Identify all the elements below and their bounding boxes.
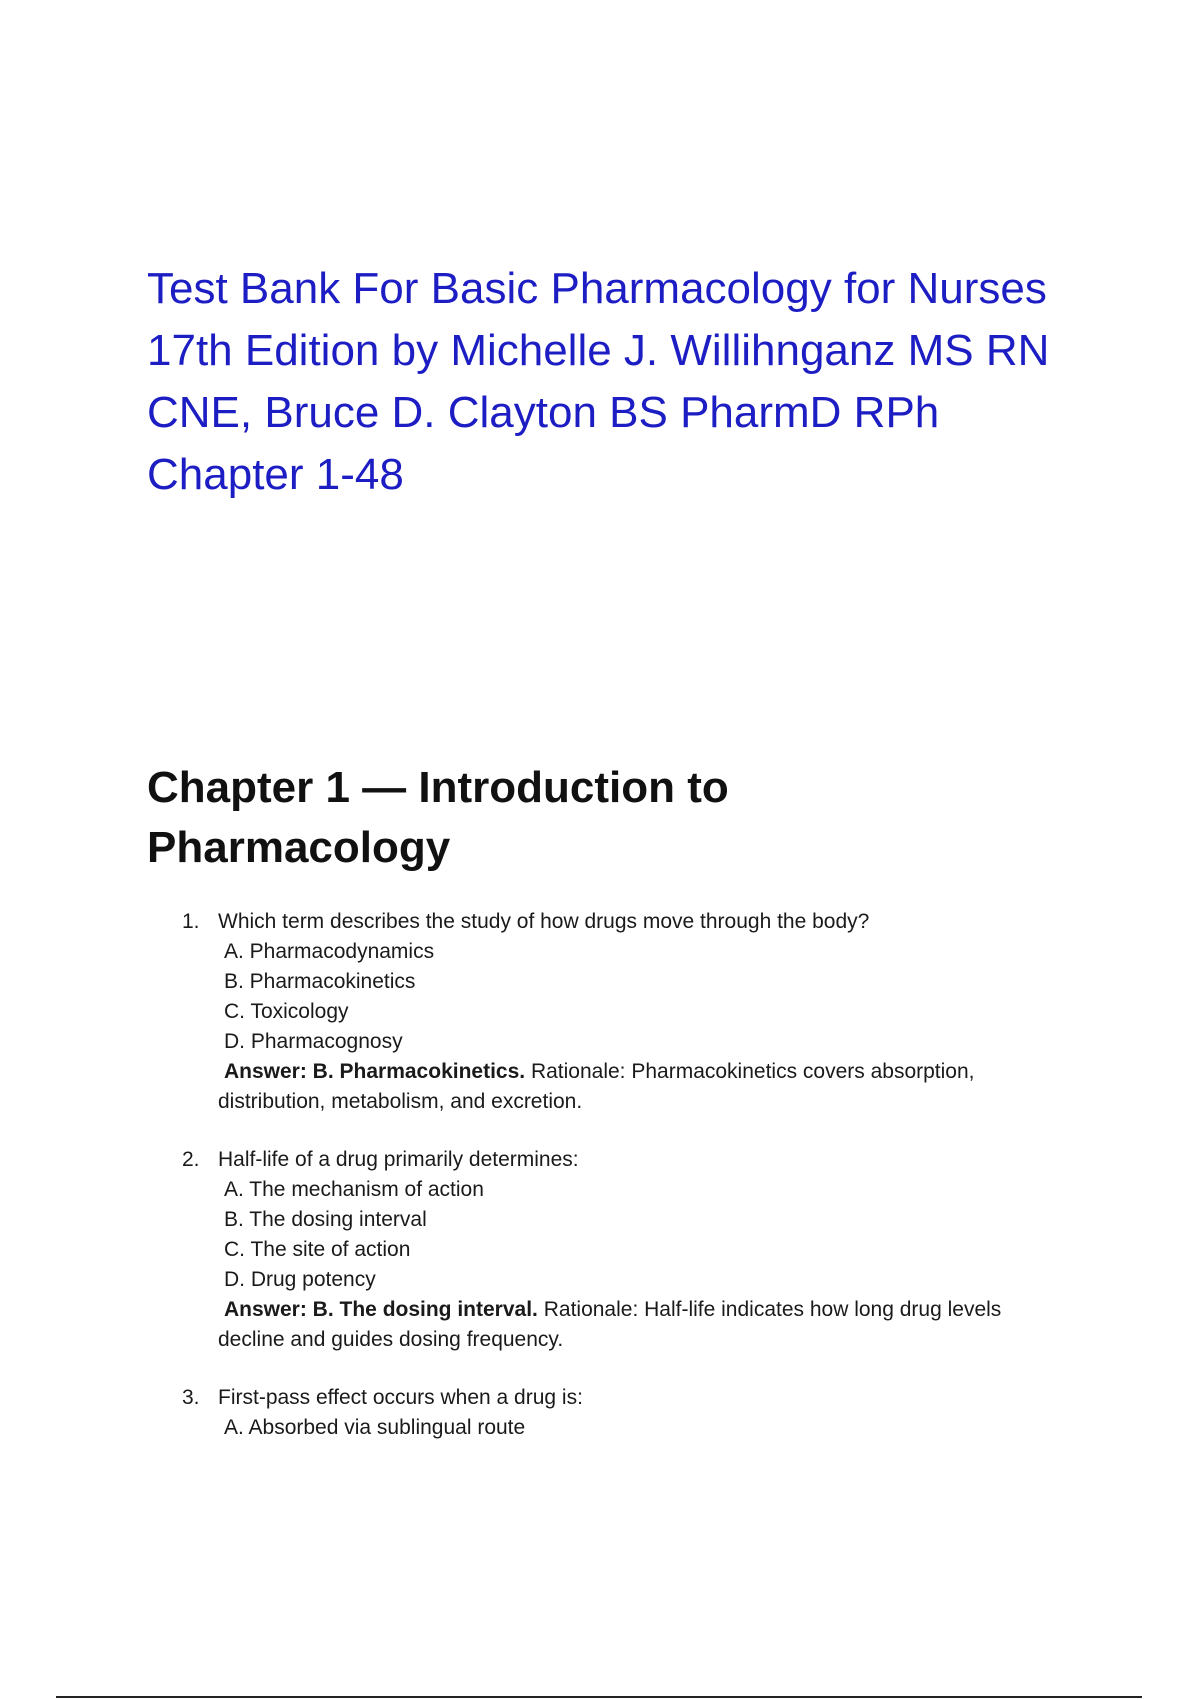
question-number: 2. (182, 1148, 200, 1171)
option-c: C. Toxicology (224, 1000, 349, 1023)
option-b: B. Pharmacokinetics (224, 970, 416, 993)
footer-divider (56, 1696, 1142, 1698)
question-item (182, 907, 1062, 1117)
chapter-heading: Chapter 1 — Introduction to Pharmacology (147, 763, 729, 872)
option-a: A. The mechanism of action (224, 1178, 484, 1201)
question-item (182, 1145, 1062, 1355)
question-text: First-pass effect occurs when a drug is: (218, 1386, 583, 1409)
answer-block (218, 1295, 1062, 1355)
option-a: A. Pharmacodynamics (224, 940, 435, 963)
option-list (218, 937, 1062, 1057)
option-list (218, 1175, 1062, 1295)
question-number: 1. (182, 910, 200, 933)
document-title: Test Bank For Basic Pharmacology for Nurses 17th Edition by Michelle J. Willihnganz MS RN CNE, Bruce D. Clayton BS PharmD RPh Chapter 1-48 (147, 264, 1050, 499)
answer-label: Answer: B. The dosing interval. (224, 1298, 538, 1321)
question-text: Which term describes the study of how drugs move through the body? (218, 910, 870, 933)
option-list (218, 1413, 1062, 1443)
answer-block (218, 1057, 1062, 1117)
question-item (182, 1383, 1062, 1443)
question-number: 3. (182, 1386, 200, 1409)
option-a: A. Absorbed via sublingual route (224, 1416, 526, 1439)
option-c: C. The site of action (224, 1238, 411, 1261)
question-list (182, 907, 1062, 1471)
answer-label: Answer: B. Pharmacokinetics. (224, 1060, 526, 1083)
option-b: B. The dosing interval (224, 1208, 427, 1231)
option-d: D. Drug potency (224, 1268, 376, 1291)
answer-rationale: Rationale: Half-life indicates how long drug levels decline and guides dosing frequency. (218, 1298, 1002, 1351)
question-text: Half-life of a drug primarily determines: (218, 1148, 579, 1171)
option-d: D. Pharmacognosy (224, 1030, 403, 1053)
answer-rationale: Rationale: Pharmacokinetics covers absorption, distribution, metabolism, and excretion. (218, 1060, 975, 1113)
